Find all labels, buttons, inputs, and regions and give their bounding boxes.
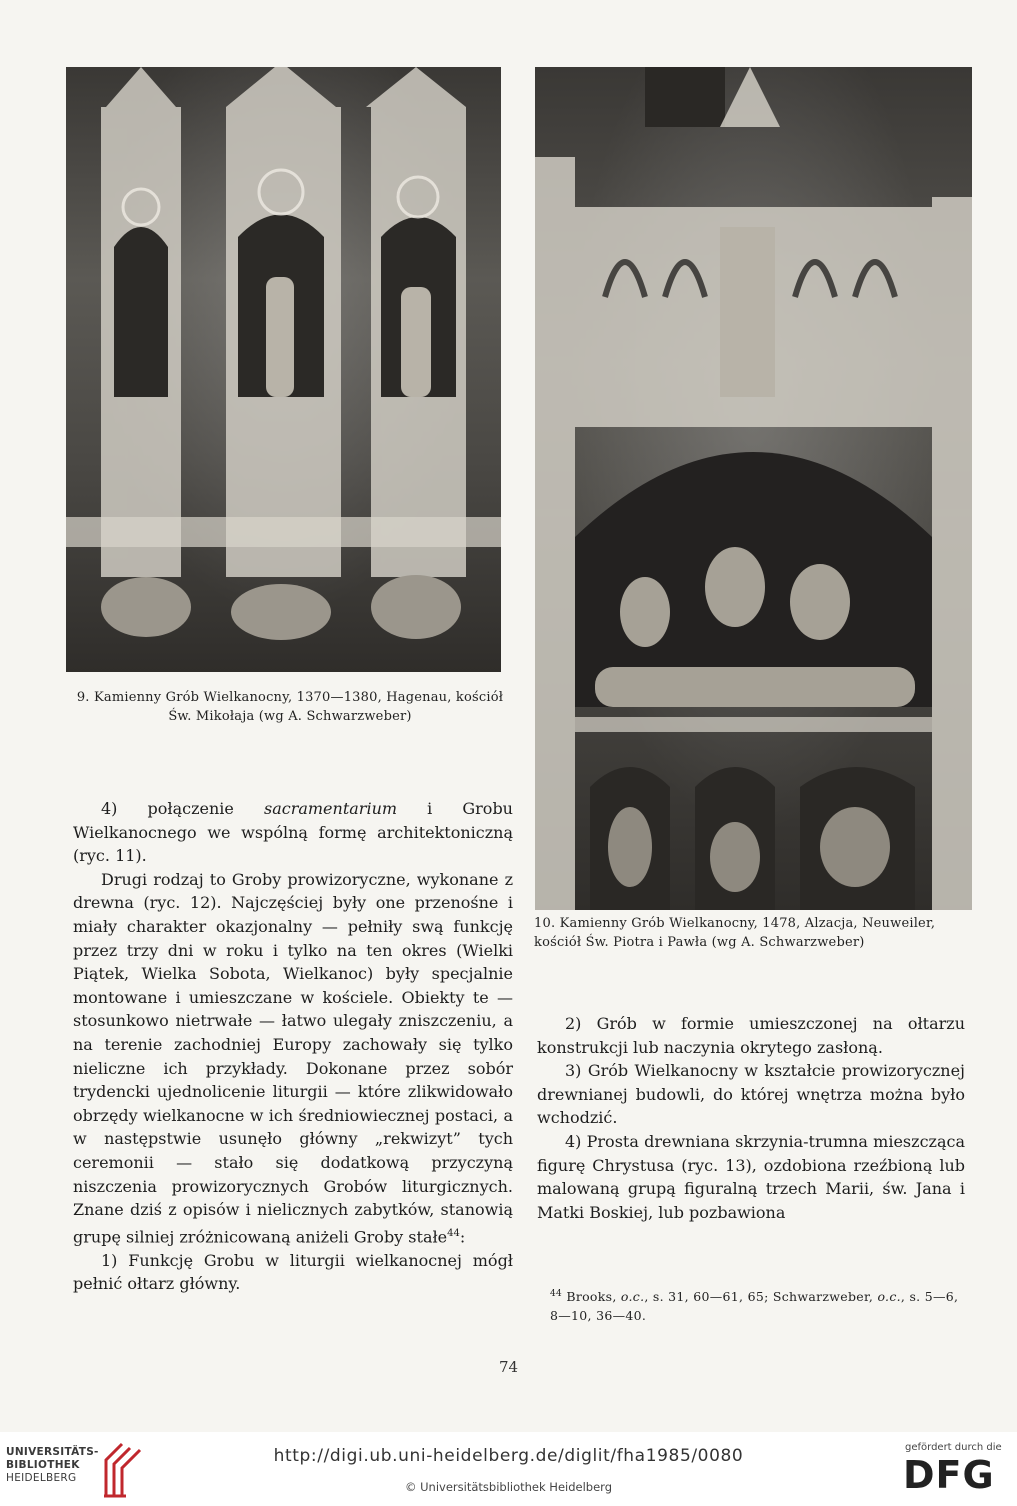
permalink-url[interactable]: http://digi.ub.uni-heidelberg.de/diglit/fha1985/0080	[273, 1446, 744, 1466]
funding-note: gefördert durch die	[905, 1442, 1002, 1453]
figure-9-caption: 9. Kamienny Grób Wielkanocny, 1370—1380, Hagenau, kościół Św. Mikołaja (wg A. Schwarzweber)	[76, 690, 504, 724]
left-text-column	[73, 797, 513, 1296]
paragraph: 4) Prosta drewniana skrzynia-trumna mieszcząca figurę Chrystusa (ryc. 13), ozdobiona rzeźbioną lub malowaną grupą figuralną trzech Marii, św. Jana i Matki Boskiej, lub pozbawiona	[537, 1131, 965, 1222]
dfg-logo[interactable]: DFG	[903, 1453, 995, 1497]
footnote-ref: 44	[447, 1227, 460, 1239]
figure-9-photo	[66, 67, 501, 672]
italic-term: o.c.	[620, 1289, 645, 1305]
text-run: , s. 5—6, 8—10, 36—40.	[550, 1289, 959, 1324]
copyright-notice: © Universitätsbibliothek Heidelberg	[404, 1480, 612, 1494]
figure-10-caption: 10. Kamienny Grób Wielkanocny, 1478, Alzacja, Neuweiler, kościół Św. Piotra i Pawła (wg A. Schwarzweber)	[534, 916, 936, 950]
footnote-number: 44	[550, 1289, 563, 1299]
paragraph: 1) Funkcję Grobu w liturgii wielkanocnej mógł pełnić ołtarz główny.	[73, 1250, 513, 1294]
footnote	[550, 1285, 970, 1325]
gothic-tomb-illustration-9	[66, 67, 501, 672]
paragraph: 2) Grób w formie umieszczonej na ołtarzu konstrukcji lub naczynia okrytego zasłoną.	[537, 1014, 965, 1057]
text-run: Drugi rodzaj to Groby prowizoryczne, wykonane z drewna (ryc. 12). Najczęściej były one przenośne i miały charakter okazjonalny — pełniły swą funkcję przez trzy dni w roku i tylko na ten okres (Wielki Piątek, Wielka Sobota, Wielkanoc) były specjalnie montowane i umieszczane w kościele. Obiekty te — stosunkowo nietrwałe — łatwo ulegały zniszczeniu, a na terenie zachodniej Europy zachowały się tylko nieliczne ich przykłady. Dokonane przez sobór trydencki ujednolicenie liturgii — które zlikwidowało obrzędy wielkanocne w ich średniowiecznej postaci, a w następstwie usunęło główny „rekwizyt” tych ceremonii — stało się dodatkową przyczyną niszczenia prowizorycznych Grobów liturgicznych. Znane dziś z opisów i nielicznych zabytków, stanowią grupę silniej zróżnicowaną aniżeli Groby stałe	[73, 869, 513, 1247]
text-run: , s. 31, 60—61, 65; Schwarzweber,	[644, 1289, 878, 1305]
paragraph: 3) Grób Wielkanocny w kształcie prowizorycznej drewnianej budowli, do której wnętrza można było wchodzić.	[537, 1061, 965, 1128]
paragraph	[73, 868, 513, 1249]
text-run: i Grobu Wielkanocnego we wspólną formę architektoniczną (ryc. 11).	[73, 799, 513, 866]
digitization-footer	[0, 1432, 1017, 1506]
library-line: HEIDELBERG	[6, 1472, 77, 1484]
italic-term: sacramentarium	[263, 799, 398, 818]
text-run: :	[459, 1227, 466, 1247]
paragraph	[73, 797, 513, 868]
text-run: 4) połączenie	[101, 799, 264, 818]
page-number: 74	[498, 1358, 519, 1376]
text-run: Brooks,	[562, 1289, 621, 1305]
gothic-tomb-illustration-10	[535, 67, 972, 910]
right-text-column	[537, 1012, 965, 1224]
italic-term: o.c.	[877, 1289, 901, 1305]
figure-10-photo	[535, 67, 972, 910]
library-line: UNIVERSITÄTS-	[6, 1446, 99, 1458]
library-line: BIBLIOTHEK	[6, 1459, 80, 1471]
